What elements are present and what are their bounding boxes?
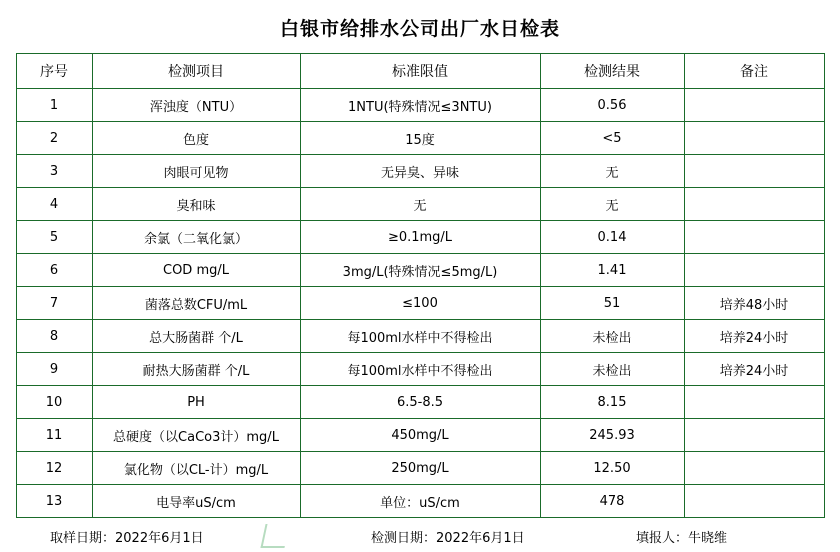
- cell-limit: 1NTU(特殊情况≤3NTU): [300, 89, 540, 122]
- cell-note: [684, 485, 824, 518]
- cell-seq: 1: [16, 89, 92, 122]
- cell-note: [684, 452, 824, 485]
- cell-result: 0.56: [540, 89, 684, 122]
- cell-note: 培养48小时: [684, 287, 824, 320]
- cell-seq: 8: [16, 320, 92, 353]
- cell-note: [684, 221, 824, 254]
- cell-note: [684, 89, 824, 122]
- cell-result: 12.50: [540, 452, 684, 485]
- corner-mark-icon: [260, 524, 289, 548]
- cell-note: [684, 254, 824, 287]
- table-row: [16, 353, 824, 386]
- cell-limit: ≤100: [300, 287, 540, 320]
- table-body: [16, 89, 824, 518]
- cell-seq: 6: [16, 254, 92, 287]
- cell-item: 耐热大肠菌群 个/L: [92, 353, 300, 386]
- cell-seq: 9: [16, 353, 92, 386]
- cell-item: 肉眼可见物: [92, 155, 300, 188]
- cell-result: 无: [540, 155, 684, 188]
- cell-item: 电导率uS/cm: [92, 485, 300, 518]
- cell-result: 未检出: [540, 353, 684, 386]
- cell-note: [684, 122, 824, 155]
- cell-result: 245.93: [540, 419, 684, 452]
- cell-seq: 7: [16, 287, 92, 320]
- cell-result: 1.41: [540, 254, 684, 287]
- table-row: [16, 320, 824, 353]
- cell-note: 培养24小时: [684, 353, 824, 386]
- cell-limit: 每100ml水样中不得检出: [300, 353, 540, 386]
- water-test-table: [16, 53, 825, 518]
- cell-result: <5: [540, 122, 684, 155]
- table-row: [16, 287, 824, 320]
- cell-result: 478: [540, 485, 684, 518]
- table-row: [16, 122, 824, 155]
- test-date: 检测日期：2022年6月1日: [371, 531, 525, 546]
- cell-limit: 15度: [300, 122, 540, 155]
- cell-limit: 6.5-8.5: [300, 386, 540, 419]
- column-header-seq: 序号: [16, 54, 92, 89]
- footer: [16, 527, 824, 549]
- cell-result: 无: [540, 188, 684, 221]
- cell-note: [684, 188, 824, 221]
- cell-item: PH: [92, 386, 300, 419]
- cell-note: [684, 155, 824, 188]
- cell-item: 余氯（二氧化氯）: [92, 221, 300, 254]
- column-header-result: 检测结果: [540, 54, 684, 89]
- table-row: [16, 485, 824, 518]
- cell-limit: 每100ml水样中不得检出: [300, 320, 540, 353]
- cell-seq: 10: [16, 386, 92, 419]
- cell-seq: 4: [16, 188, 92, 221]
- cell-note: [684, 386, 824, 419]
- column-header-item: 检测项目: [92, 54, 300, 89]
- cell-result: 51: [540, 287, 684, 320]
- table-header-row: [16, 54, 824, 89]
- cell-limit: 无: [300, 188, 540, 221]
- cell-seq: 2: [16, 122, 92, 155]
- filler-name: 填报人：牛晓维: [636, 531, 728, 546]
- cell-item: 菌落总数CFU/mL: [92, 287, 300, 320]
- cell-item: 总硬度（以CaCo3计）mg/L: [92, 419, 300, 452]
- cell-item: 氯化物（以CL-计）mg/L: [92, 452, 300, 485]
- table-row: [16, 419, 824, 452]
- cell-result: 0.14: [540, 221, 684, 254]
- column-header-limit: 标准限值: [300, 54, 540, 89]
- cell-note: [684, 419, 824, 452]
- cell-item: 色度: [92, 122, 300, 155]
- cell-item: 浑浊度（NTU）: [92, 89, 300, 122]
- table-row: [16, 254, 824, 287]
- table-row: [16, 155, 824, 188]
- cell-seq: 11: [16, 419, 92, 452]
- cell-note: 培养24小时: [684, 320, 824, 353]
- cell-limit: 450mg/L: [300, 419, 540, 452]
- cell-result: 未检出: [540, 320, 684, 353]
- page-title: 白银市给排水公司出厂水日检表: [279, 18, 560, 40]
- cell-seq: 13: [16, 485, 92, 518]
- cell-seq: 12: [16, 452, 92, 485]
- cell-limit: ≥0.1mg/L: [300, 221, 540, 254]
- cell-item: 总大肠菌群 个/L: [92, 320, 300, 353]
- cell-limit: 单位：uS/cm: [300, 485, 540, 518]
- cell-limit: 3mg/L(特殊情况≤5mg/L): [300, 254, 540, 287]
- table-row: [16, 188, 824, 221]
- sample-date: 取样日期：2022年6月1日: [50, 531, 204, 546]
- cell-limit: 无异臭、异味: [300, 155, 540, 188]
- cell-result: 8.15: [540, 386, 684, 419]
- cell-item: COD mg/L: [92, 254, 300, 287]
- table-row: [16, 221, 824, 254]
- cell-item: 臭和味: [92, 188, 300, 221]
- table-row: [16, 89, 824, 122]
- cell-limit: 250mg/L: [300, 452, 540, 485]
- table-row: [16, 452, 824, 485]
- column-header-note: 备注: [684, 54, 824, 89]
- table-row: [16, 386, 824, 419]
- cell-seq: 5: [16, 221, 92, 254]
- table-header: [16, 54, 824, 89]
- cell-seq: 3: [16, 155, 92, 188]
